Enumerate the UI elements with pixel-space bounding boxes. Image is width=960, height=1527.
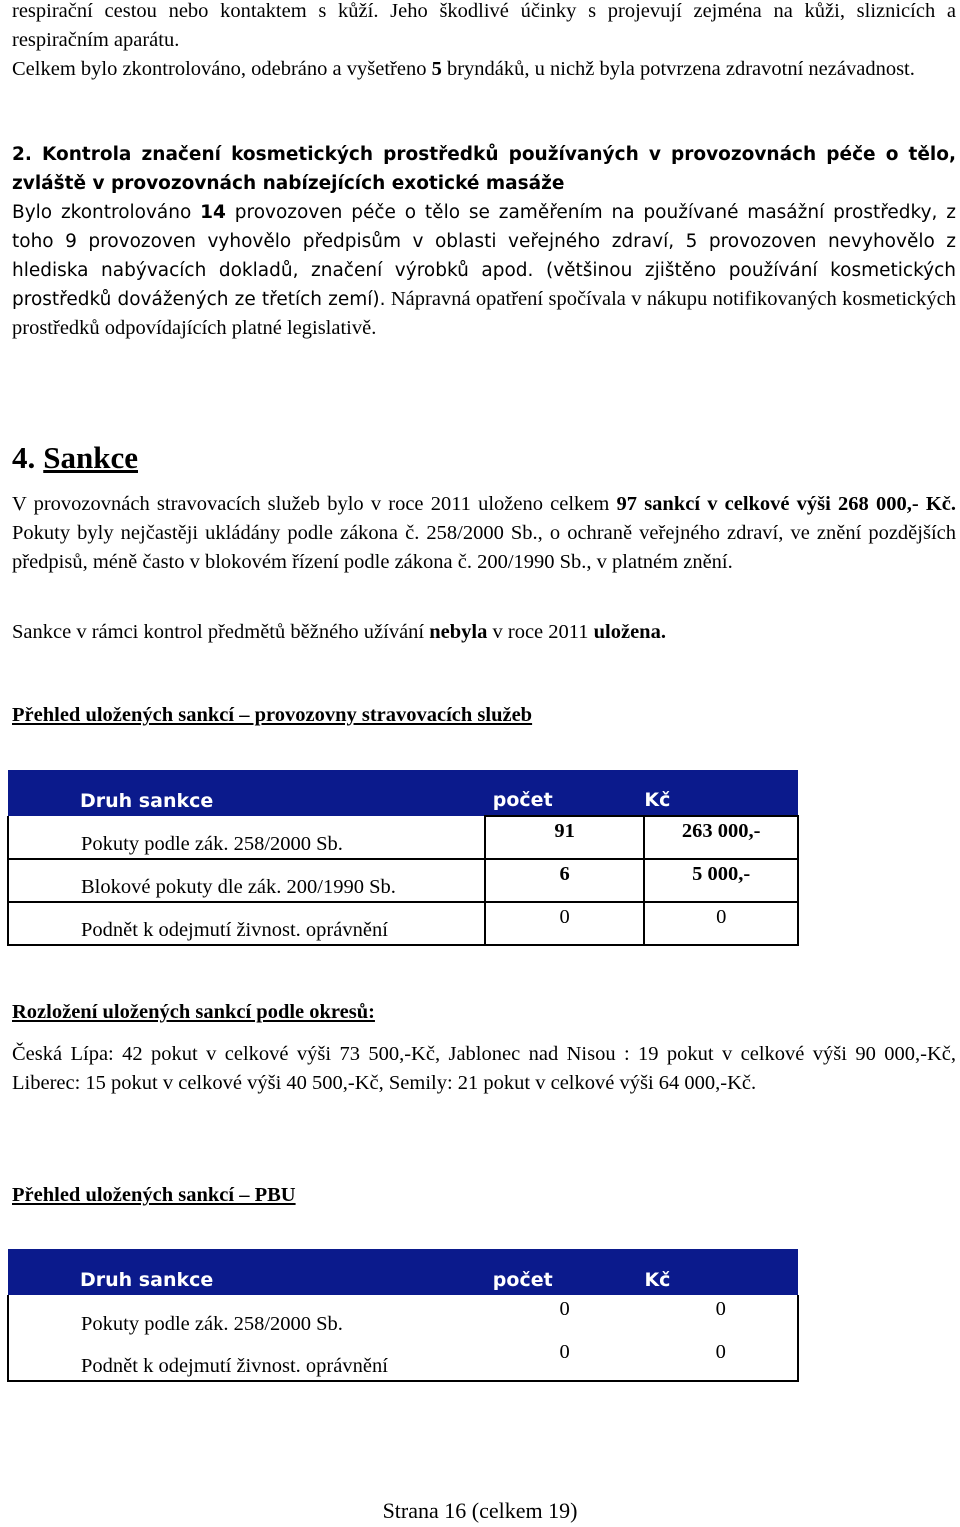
table-row: Podnět k odejmutí živnost. oprávnění 0 0: [8, 1338, 798, 1381]
sanctions-table-restaurants: [7, 770, 799, 946]
section-2-body: Bylo zkontrolováno 14 provozoven péče o tělo se zaměřením na používané masážní prostředky, z toho 9 provozoven vyhovělo předpisům v oblasti veřejného zdraví, 5 provozoven nevyhovělo z hlediska nabývacích dokladů, značení výrobků apod. (většinou zjištěno používání kosmetických prostředků dovážených ze třetích zemí). Nápravná opatření spočívala v nákupu notifikovaných kosmetických prostředků odpovídajících platné legislativě.: [12, 202, 956, 339]
intro-paragraph: [12, 0, 956, 84]
table-header-row: [8, 1249, 798, 1295]
header-pocet: počet: [485, 1249, 645, 1295]
table-1-caption: Přehled uložených sankcí – provozovny stravovacích služeb: [12, 704, 533, 726]
header-druh-sankce: Druh sankce: [8, 770, 485, 816]
table-row: Podnět k odejmutí živnost. oprávnění 0 0: [8, 902, 798, 945]
section-title: Sankce: [43, 440, 138, 475]
section-4-paragraph-1: V provozovnách stravovacích služeb bylo v roce 2011 uloženo celkem 97 sankcí v celkové výši 268 000,- Kč. Pokuty byly nejčastěji ukládány podle zákona č. 258/2000 Sb., o ochraně veřejného zdraví, ve znění pozdějších předpisů, méně často v blokovém řízení podle zákona č. 200/1990 Sb., v platném znění.: [12, 493, 956, 573]
intro-text-end: bryndáků, u nichž byla potvrzena zdravotní nezávadnost.: [441, 58, 915, 80]
section-4-paragraph-2: Sankce v rámci kontrol předmětů běžného užívání nebyla v roce 2011 uložena.: [12, 621, 666, 643]
section-4-heading: [12, 440, 138, 476]
sanctions-table-pbu: [7, 1249, 799, 1382]
header-kc: Kč: [644, 1249, 798, 1295]
intro-text: Celkem bylo zkontrolováno, odebráno a vyšetřeno: [12, 58, 432, 80]
table-header-row: [8, 770, 798, 816]
table-2-caption: Přehled uložených sankcí – PBU: [12, 1184, 296, 1206]
intro-line1: respirační cestou nebo kontaktem s kůží. Jeho škodlivé účinky s projevují zejména na kůži, sliznicích a respiračním aparátu.: [12, 0, 956, 51]
table-row: Pokuty podle zák. 258/2000 Sb. 0 0: [8, 1295, 798, 1338]
table-row: Blokové pokuty dle zák. 200/1990 Sb. 6 5 000,-: [8, 859, 798, 902]
districts-paragraph: Česká Lípa: 42 pokut v celkové výši 73 500,-Kč, Jablonec nad Nisou : 19 pokut v celkové výši 90 000,-Kč, Liberec: 15 pokut v celkové výši 40 500,-Kč, Semily: 21 pokut v celkové výši 64 000,-Kč.: [12, 1043, 956, 1094]
section-number: 4.: [12, 440, 36, 475]
section-2-heading: 2. Kontrola značení kosmetických prostředků používaných v provozovnách péče o tělo, zvláště v provozovnách nabízejících exotické masáže: [12, 144, 956, 194]
districts-heading: Rozložení uložených sankcí podle okresů:: [12, 1001, 375, 1023]
intro-count: 5: [431, 58, 442, 80]
section-2: [12, 140, 956, 343]
header-kc: Kč: [644, 770, 798, 816]
intro-line2: [12, 55, 956, 84]
header-druh-sankce: Druh sankce: [8, 1249, 485, 1295]
page-footer: Strana 16 (celkem 19): [382, 1498, 578, 1523]
table-row: Pokuty podle zák. 258/2000 Sb. 91 263 000,-: [8, 816, 798, 859]
header-pocet: počet: [485, 770, 645, 816]
